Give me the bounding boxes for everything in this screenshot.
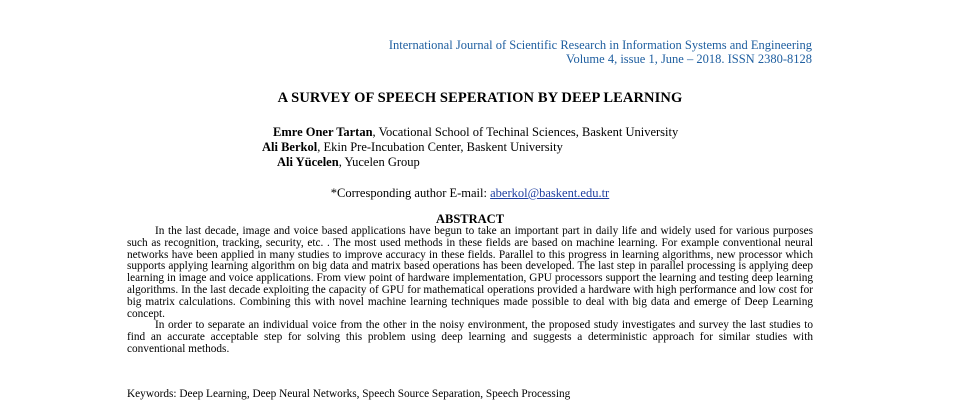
abstract-heading: ABSTRACT <box>435 212 505 226</box>
corresponding-author <box>0 186 940 201</box>
abstract-paragraph-2: In order to separate an individual voice from the other in the noisy environment, the proposed study investigates and survey the last studies to find an accurate acceptable step for solving this problem using deep learning and suggests a deterministic approach for similar studies with conventional methods. <box>127 319 813 355</box>
keywords: Keywords: Deep Learning, Deep Neural Networks, Speech Source Separation, Speech Processing <box>127 388 571 400</box>
author-affiliation: , Vocational School of Techinal Sciences, Baskent University <box>372 125 679 139</box>
author-line-1 <box>273 125 678 140</box>
paper-title: A SURVEY OF SPEECH SEPERATION BY DEEP LEARNING <box>277 90 683 106</box>
corresponding-label: *Corresponding author E-mail: <box>330 186 491 200</box>
author-name: Emre Oner Tartan <box>273 125 373 139</box>
author-affiliation: , Ekin Pre-Incubation Center, Baskent University <box>317 140 563 154</box>
journal-volume-issn: Volume 4, issue 1, June – 2018. ISSN 2380-8128 <box>566 52 812 66</box>
author-name: Ali Berkol <box>262 140 318 154</box>
journal-header <box>389 38 812 66</box>
corresponding-email-link[interactable]: aberkol@baskent.edu.tr <box>490 186 610 200</box>
journal-name: International Journal of Scientific Research in Information Systems and Engineering <box>388 38 812 52</box>
author-line-2 <box>262 140 563 155</box>
author-affiliation: , Yucelen Group <box>338 155 420 169</box>
author-line-3 <box>277 155 420 170</box>
abstract-paragraph-1: In the last decade, image and voice based applications have begun to take an important part in daily life and widely used for various purposes such as recognition, tracking, security, etc. . The most used methods in these fields are based on machine learning. For example conventional neural networks have been applied in many studies to improve accuracy in these fields. Parallel to this progress in learning algorithms, new processor which supports applying learning algorithm on big data and matrix based operations has been developed. The last step in parallel processing is applying deep learning in image and voice applications. From view point of hardware implementation, GPU processors support the learning and testing deep learning algorithms. In the last decade exploiting the capacity of GPU for mathematical operations provided a hardware with high performance and low cost for big matrix calculations. Combining this with novel machine learning techniques made possible to deal with big data and emerge of Deep Learning concept. <box>127 225 813 320</box>
abstract-body <box>127 226 813 356</box>
author-name: Ali Yücelen <box>277 155 339 169</box>
